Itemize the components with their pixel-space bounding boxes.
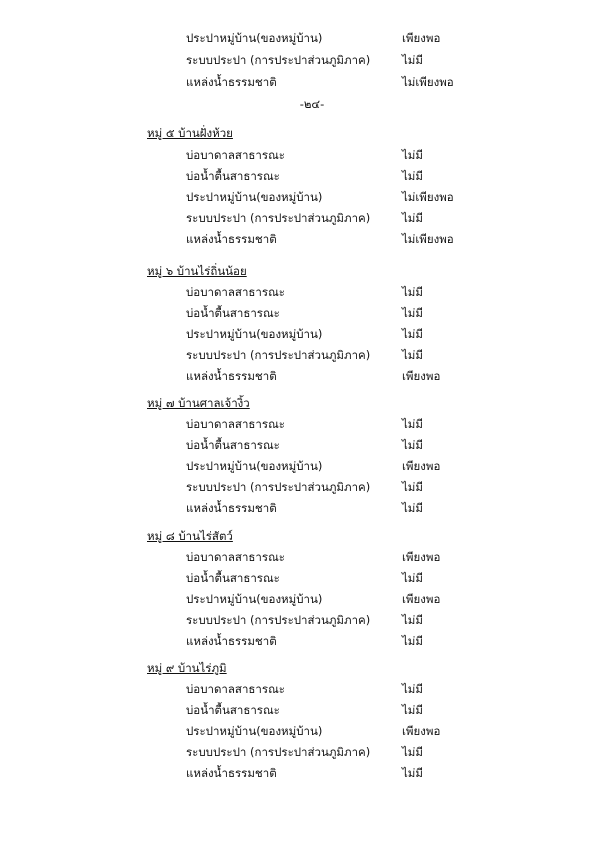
item-label: ประปาหมู่บ้าน(ของหมู่บ้าน) [186, 190, 323, 204]
item-value: ไม่มี [402, 571, 423, 585]
item-label: แหล่งน้ำธรรมชาติ [186, 634, 277, 648]
item-value: ไม่มี [402, 327, 423, 341]
item-value: ไม่มี [402, 766, 423, 780]
item-label: บ่อบาดาลสาธารณะ [186, 417, 285, 431]
item-label: ระบบประปา (การประปาส่วนภูมิภาค) [186, 613, 371, 627]
item-value: ไม่มี [402, 306, 423, 320]
item-label: ระบบประปา (การประปาส่วนภูมิภาค) [186, 211, 371, 225]
item-value: ไม่มี [402, 682, 423, 696]
item-label: ระบบประปา (การประปาส่วนภูมิภาค) [186, 480, 371, 494]
item-value: ไม่เพียงพอ [402, 75, 454, 89]
item-value: ไม่มี [402, 501, 423, 515]
item-label: บ่อบาดาลสาธารณะ [186, 285, 285, 299]
item-label: ประปาหมู่บ้าน(ของหมู่บ้าน) [186, 459, 323, 473]
item-value: เพียงพอ [402, 592, 441, 606]
item-label: ระบบประปา (การประปาส่วนภูมิภาค) [186, 348, 371, 362]
item-label: ประปาหมู่บ้าน(ของหมู่บ้าน) [186, 592, 323, 606]
item-value: ไม่มี [402, 613, 423, 627]
item-value: ไม่มี [402, 211, 423, 225]
item-value: ไม่มี [402, 148, 423, 162]
item-value: ไม่มี [402, 703, 423, 717]
item-label: ประปาหมู่บ้าน(ของหมู่บ้าน) [186, 724, 323, 738]
item-value: ไม่มี [402, 417, 423, 431]
item-value: ไม่เพียงพอ [402, 190, 454, 204]
village-heading: หมู่ ๗ บ้านศาลเจ้างิ้ว [147, 396, 250, 410]
item-value: เพียงพอ [402, 459, 441, 473]
item-label: บ่อน้ำตื้นสาธารณะ [186, 571, 280, 585]
item-value: ไม่มี [402, 53, 423, 67]
village-heading: หมู่ ๖ บ้านไร่ถิ่นน้อย [147, 264, 247, 278]
item-value: เพียงพอ [402, 724, 441, 738]
item-label: แหล่งน้ำธรรมชาติ [186, 501, 277, 515]
item-value: ไม่มี [402, 745, 423, 759]
village-heading: หมู่ ๙ บ้านไร่ภูมิ [147, 661, 227, 675]
item-value: ไม่เพียงพอ [402, 232, 454, 246]
item-label: แหล่งน้ำธรรมชาติ [186, 75, 277, 89]
item-value: ไม่มี [402, 438, 423, 452]
item-label: ระบบประปา (การประปาส่วนภูมิภาค) [186, 745, 371, 759]
item-label: บ่อบาดาลสาธารณะ [186, 550, 285, 564]
item-value: เพียงพอ [402, 550, 441, 564]
item-label: บ่อน้ำตื้นสาธารณะ [186, 438, 280, 452]
item-value: ไม่มี [402, 634, 423, 648]
village-heading: หมู่ ๕ บ้านฝั่งห้วย [147, 126, 233, 140]
item-label: แหล่งน้ำธรรมชาติ [186, 766, 277, 780]
item-value: เพียงพอ [402, 31, 441, 45]
item-value: ไม่มี [402, 169, 423, 183]
item-label: ประปาหมู่บ้าน(ของหมู่บ้าน) [186, 327, 323, 341]
item-label: บ่อบาดาลสาธารณะ [186, 148, 285, 162]
item-label: แหล่งน้ำธรรมชาติ [186, 232, 277, 246]
item-label: แหล่งน้ำธรรมชาติ [186, 369, 277, 383]
item-label: บ่อน้ำตื้นสาธารณะ [186, 169, 280, 183]
item-label: ระบบประปา (การประปาส่วนภูมิภาค) [186, 53, 371, 67]
item-value: เพียงพอ [402, 369, 441, 383]
item-value: ไม่มี [402, 348, 423, 362]
village-heading: หมู่ ๘ บ้านไร่สัตว์ [147, 529, 233, 543]
item-value: ไม่มี [402, 480, 423, 494]
item-label: บ่อน้ำตื้นสาธารณะ [186, 306, 280, 320]
item-label: ประปาหมู่บ้าน(ของหมู่บ้าน) [186, 31, 323, 45]
item-label: บ่อน้ำตื้นสาธารณะ [186, 703, 280, 717]
page-number: -๒๔- [299, 97, 325, 111]
item-value: ไม่มี [402, 285, 423, 299]
item-label: บ่อบาดาลสาธารณะ [186, 682, 285, 696]
